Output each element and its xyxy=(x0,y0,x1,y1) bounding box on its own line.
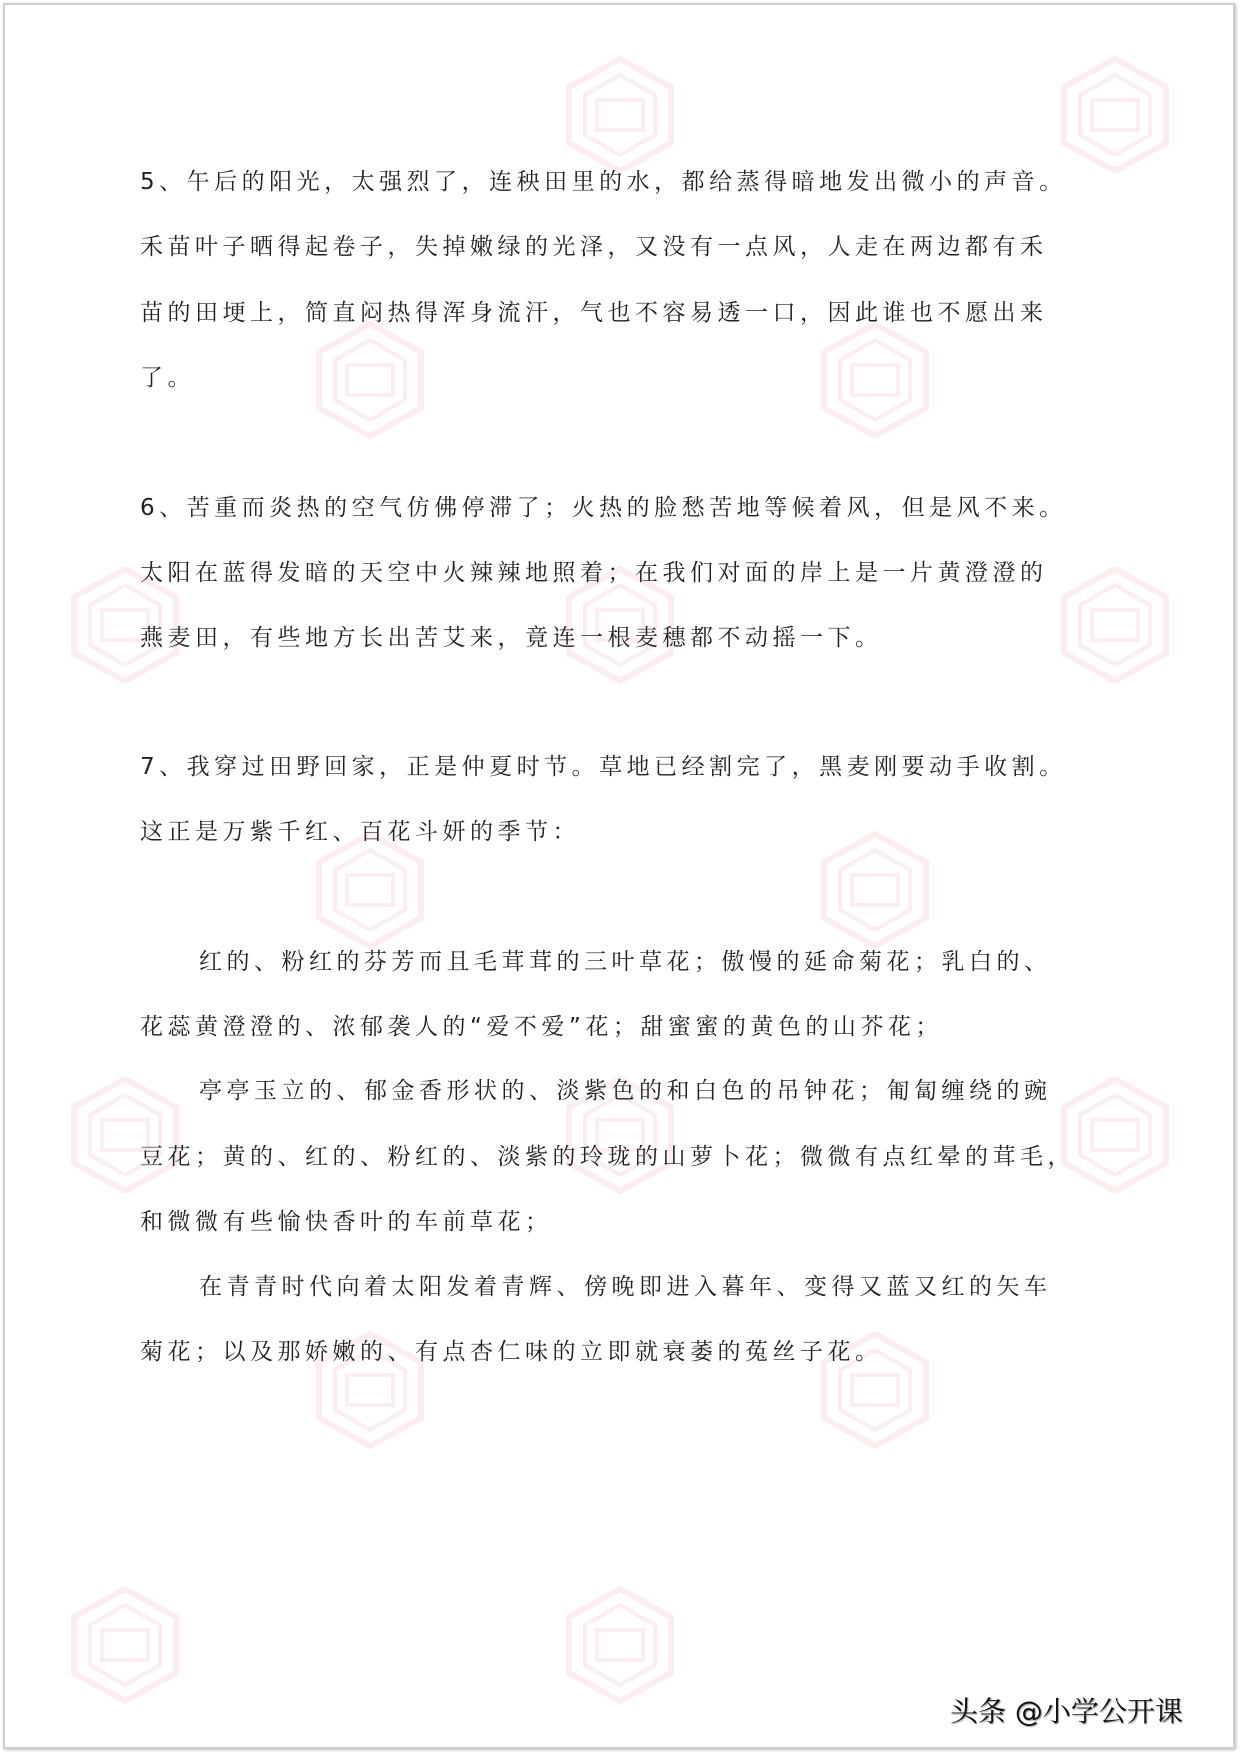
watermark-logo-icon xyxy=(315,320,425,440)
text-line: 7、我穿过田野回家，正是仲夏时节。草地已经割完了，黑麦刚要动手收割。 xyxy=(140,754,1067,780)
watermark-logo-icon xyxy=(70,1075,180,1195)
text-line: 5、午后的阳光，太强烈了，连秧田里的水，都给蒸得暗地发出微小的声音。 xyxy=(140,169,1067,195)
text-line: 禾苗叶子晒得起卷子，失掉嫩绿的光泽，又没有一点风，人走在两边都有禾 xyxy=(140,234,1048,260)
text-line: 苗的田埂上，简直闷热得浑身流汗，气也不容易透一口，因此谁也不愿出来 xyxy=(140,300,1048,326)
text-line: 红的、粉红的芬芳而且毛茸茸的三叶草花；傲慢的延命菊花；乳白的、 xyxy=(199,949,1052,975)
text-line: 在青青时代向着太阳发着青辉、傍晚即进入暮年、变得又蓝又红的矢车 xyxy=(199,1274,1052,1300)
text-line: 花蕊黄澄澄的、浓郁袭人的“爱不爱”花；甜蜜蜜的黄色的山芥花； xyxy=(140,1014,943,1040)
text-line: 豆花；黄的、红的、粉红的、淡紫的玲珑的山萝卜花；微微有点红晕的茸毛， xyxy=(140,1144,1075,1170)
page-frame xyxy=(3,3,1235,1749)
watermark-logo-icon xyxy=(565,55,675,175)
text-line: 太阳在蓝得发暗的天空中火辣辣地照着；在我们对面的岸上是一片黄澄澄的 xyxy=(140,560,1048,586)
text-line: 燕麦田，有些地方长出苦艾来，竟连一根麦穗都不动摇一下。 xyxy=(140,625,883,651)
text-line: 了。 xyxy=(140,365,195,391)
footer-watermark: 头条 @小学公开课 xyxy=(950,1695,1183,1728)
watermark-logo-icon xyxy=(1060,1075,1170,1195)
text-line: 亭亭玉立的、郁金香形状的、淡紫色的和白色的吊钟花；匍匐缠绕的豌 xyxy=(199,1078,1052,1104)
text-line: 这正是万紫千红、百花斗妍的季节： xyxy=(140,819,580,845)
watermark-logo-icon xyxy=(1060,565,1170,685)
watermark-logo-icon xyxy=(820,830,930,950)
text-line: 和微微有些愉快香叶的车前草花； xyxy=(140,1209,553,1235)
watermark-logo-icon xyxy=(70,1585,180,1705)
text-line: 6、苦重而炎热的空气仿佛停滞了；火热的脸愁苦地等候着风，但是风不来。 xyxy=(140,495,1067,521)
watermark-logo-icon xyxy=(565,1585,675,1705)
watermark-logo-icon xyxy=(315,830,425,950)
watermark-logo-icon xyxy=(820,320,930,440)
watermark-logo-icon xyxy=(1060,55,1170,175)
text-line: 菊花；以及那娇嫩的、有点杏仁味的立即就衰萎的菟丝子花。 xyxy=(140,1339,883,1365)
